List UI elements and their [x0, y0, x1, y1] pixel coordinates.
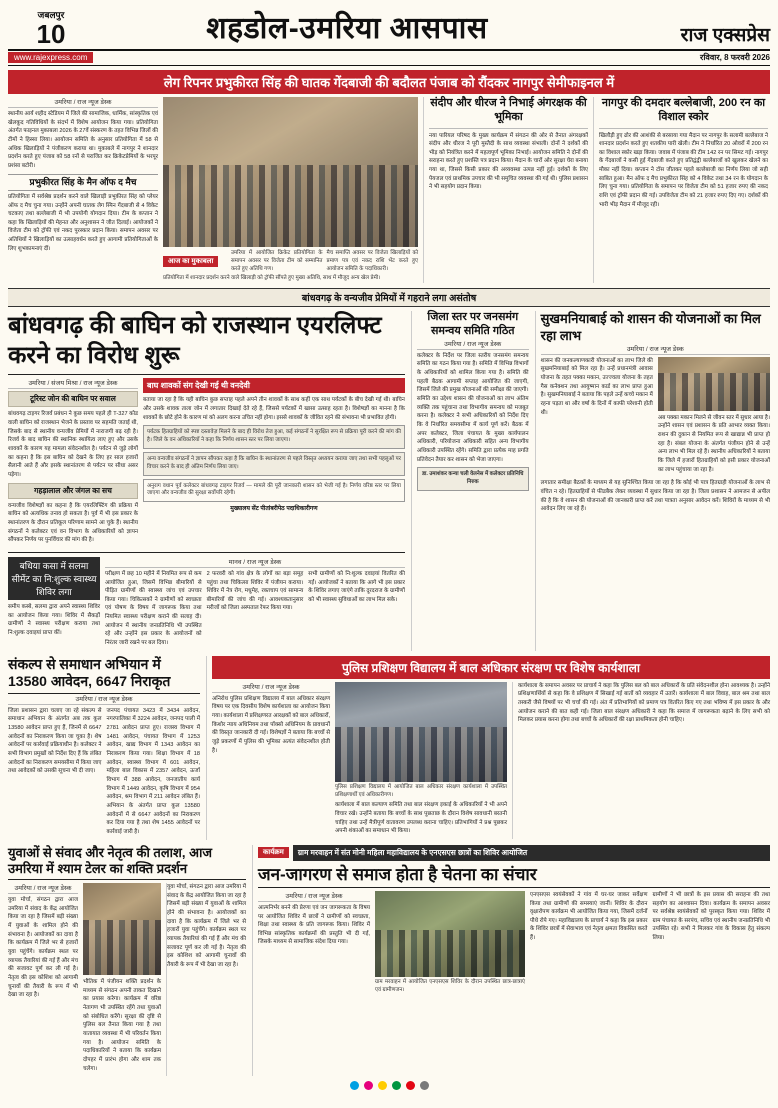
top-story-text-1: स्थानीय आर्य शहीद स्टेडियम में जिले की सामाजिक, धार्मिक, सांस्कृतिक एवं खेलकूद गतिविधियों के संदर्भ में विशेष आयोजन किया गया। प्रतियोगिता अंतर्गत फाइनल मुकाबला 2026 के 27वें संस्करण के तहत विभिन्न जिलों की टीमों ने हिस्सा लिया। आयोजन समिति के अनुसार प्रतियोगिता में 58 से अधिक खिलाड़ियों ने पंजीकरण कराया था। मुकाबले में नागपुर ने शानदार प्रदर्शन करते हुए पंजाब को 58 रनों से पराजित कर क्रिकेटप्रेमियों के भरपूर प्रशंसा बटोरी। — [8, 111, 158, 169]
workshop-text-b: कार्यशाला में बाल कल्याण समिति तथा बाल संरक्षण इकाई के अधिकारियों ने भी अपने विचार रखे। उन्होंने बताया कि बच्चों के साथ पूछताछ के दौरान विशेष सावधानी बरतनी चाहिए तथा उन्हें मैत्रीपूर्ण वातावरण उपलब्ध कराना चाहिए। प्रतिभागियों ने प्रश्न पूछकर अपनी शंकाओं का समाधान भी किया। — [335, 802, 507, 835]
sankalp-text: जिला प्रशासन द्वारा चलाए जा रहे संकल्प से समाधान अभियान के अंतर्गत अब तक कुल 13580 आवेदन प्राप्त हुए हैं, जिनमें से 6647 आवेदनों का निराकरण किया जा चुका है। शेष आवेदनों पर कार्रवाई प्रक्रियाधीन है। कलेक्टर ने सभी विभाग प्रमुखों को निर्देश दिए हैं कि लंबित आवेदनों का निराकरण समयसीमा में किया जाए तथा आवेदकों को उसकी सूचना भी दी जाए। — [8, 707, 102, 775]
workshop-text-right: कार्यशाला के समापन अवसर पर प्राचार्य ने कहा कि पुलिस बल को बाल अधिकारों के प्रति संवेदनशील होना आवश्यक है। उन्होंने प्रशिक्षणार्थियों से कहा कि वे प्रशिक्षण में सिखाई गई बातों को व्यवहार में उतारें। कार्यशाला में बाल विवाह, बाल श्रम तथा बाल तस्करी जैसे विषयों पर भी चर्चा की गई। अंत में प्रतिभागियों को प्रमाण पत्र वितरित किए गए तथा भविष्य में इस प्रकार के और आयोजन कराने की बात कही गई। जिला बाल संरक्षण अधिकारी ने कहा कि समाज में जागरूकता बढ़ाने के लिए सभी को मिलकर प्रयास करना होगा तथा बच्चों के अधिकारों की रक्षा प्राथमिकता होनी चाहिए। — [518, 682, 770, 724]
health-camp-col-1: परीक्षण में छह 10 महीने में नियमित रूप से कम आयोजित हुआ, जिसमें विभिन्न बीमारियों से पीड़ित ग्रामीणों की स्वास्थ्य जांच एवं उपचार किया गया। चिकित्सकों ने ग्रामीणों को स्वच्छता एवं पोषण के विषय में जागरूक किया तथा नियमित स्वास्थ्य परीक्षण कराने की सलाह दी। आयोजन में स्थानीय जनप्रतिनिधि भी उपस्थित रहे और उन्होंने इस प्रकार के आयोजनों को निरंतर जारी रखने पर बल दिया। — [105, 570, 202, 647]
youth-photo — [83, 883, 161, 975]
dot-6 — [420, 1081, 429, 1090]
workshop-head: पुलिस प्रशिक्षण विद्यालय में बाल अधिकार संरक्षण पर विशेष कार्यशाला — [212, 656, 770, 679]
tigress-story — [8, 311, 405, 650]
masthead-brand — [600, 21, 770, 47]
dot-2 — [364, 1081, 373, 1090]
masthead-edition — [8, 11, 94, 47]
workshop-photo — [335, 682, 507, 782]
scheme-story — [535, 311, 770, 650]
top-story-headline: लेग रिपनर प्रभुकीरत सिंह की घातक गेंदबाजी की बदौलत पंजाब को रौंदकर नागपुर सेमीफाइनल में — [8, 70, 770, 94]
brand-black: एक्सप्रेस — [707, 25, 770, 46]
top-story-caption-a: उमरिया में आयोजित क्रिकेट प्रतियोगिता के समापन अवसर पर विजेता टीम को सम्मानित करते हुए अतिथि गण। — [231, 250, 323, 272]
health-camp-text: समीप कस्बे, सलमा द्वारा अपने स्वास्थ्य शिविर का आयोजन किया गया। शिविर में सैकड़ों ग्रामीणों ने स्वास्थ्य परीक्षण कराया तथा नि:शुल्क दवाइयां प्राप्त कीं। — [8, 603, 100, 636]
top-story-col3-text: नया पारियल परिषद के मुख्य कार्यक्रम में संगठन की ओर से तैनात अंगरक्षकों संदीप और धीरज ने पूरी मुस्तैदी के साथ व्यवस्था संभाली। दोनों ने दर्शकों की भीड़ को नियंत्रित करने में महत्वपूर्ण भूमिका निभाई। आयोजन समिति ने दोनों की सराहना करते हुए प्रशस्ति पत्र प्रदान किया। मैदान के चारों ओर सुरक्षा घेरा बनाया गया था, जिससे किसी प्रकार की अव्यवस्था उत्पन्न नहीं हुई। दर्शकों के लिए पेयजल एवं प्राथमिक उपचार की भी समुचित व्यवस्था की गई थी। पुलिस प्रशासन ने भी सहयोग प्रदान किया। — [429, 132, 588, 191]
website-url[interactable]: www.rajexpress.com — [8, 52, 93, 63]
committee-head: जिला स्तर पर जनसमंग समन्वय समिति गठित — [427, 311, 519, 338]
committee-byline: उमरिया / राज न्यूज डेस्क — [417, 339, 529, 350]
scheme-text-b: अब पक्का मकान मिलने से जीवन स्तर में सुधार आया है। उन्होंने शासन एवं प्रशासन के प्रति आभार व्यक्त किया। राशन की दुकान से नियमित रूप से खाद्यान्न भी प्राप्त हो रहा है। संबल योजना के अंतर्गत पंजीयन होने से उन्हें अन्य लाभ भी मिल रहे हैं। स्थानीय अधिकारियों ने बताया कि जिले में हजारों हितग्राहियों को इसी प्रकार योजनाओं का लाभ पहुंचाया जा रहा है। — [657, 414, 770, 473]
scheme-text-c: लगातार समीक्षा बैठकों के माध्यम से यह सुनिश्चित किया जा रहा है कि कोई भी पात्र हितग्राही योजनाओं के लाभ से वंचित न रहे। हितग्राहियों से फीडबैक लेकर व्यवस्था में सुधार किया जा रहा है। जिला प्रशासन ने आमजन से अपील की है कि वे शासन की योजनाओं की जानकारी प्राप्त करें तथा पात्रता अनुसार आवेदन करें। शिविरों के माध्यम से भी आवेदन लिए जा रहे हैं। — [540, 480, 770, 513]
tigress-byline: उमरिया / संजय मिश्रा / राज न्यूज डेस्क — [8, 378, 138, 389]
youth-byline: उमरिया / राज न्यूज डेस्क — [8, 883, 78, 894]
tigress-text-2: वन्यजीव विशेषज्ञों का कहना है कि एयरलिफ्टिंग की प्रक्रिया में बाघिन को अत्यधिक तनाव हो सकता है। पूर्व में भी इस प्रकार के स्थानांतरण के दौरान प्रतिकूल परिणाम सामने आ चुके हैं। स्थानीय संगठनों ने कलेक्टर एवं वन विभाग के अधिकारियों को ज्ञापन सौंपकर निर्णय पर पुनर्विचार की मांग की है। — [8, 502, 138, 544]
health-camp-col-2: 2 फरवरी को गांव क्षेत्र के लोगों का बड़ा समूह पहुंचा तथा चिकित्सा शिविर में पंजीयन कराया। शिविर में नेत्र रोग, मधुमेह, रक्तचाप एवं सामान्य बीमारियों की जांच की गई। आवश्यकतानुसार मरीजों को जिला अस्पताल रेफर किया गया। — [206, 570, 304, 612]
top-story-text-2: प्रतियोगिता में सर्वश्रेष्ठ प्रदर्शन करने वाले खिलाड़ी प्रभुकीरत सिंह को प्लेयर ऑफ द मैच चुना गया। उन्होंने अपनी घातक लेग स्पिन गेंदबाजी से 4 विकेट चटकाए तथा बल्लेबाजी में भी उपयोगी योगदान दिया। टीम के कप्तान ने कहा कि खिलाड़ियों की मेहनत और अनुशासन ने जीत दिलाई। आयोजकों ने विजेता टीम को ट्रॉफी एवं नकद पुरस्कार प्रदान किया। समापन अवसर पर अतिथियों ने खिलाड़ियों का उत्साहवर्धन करते हुए आगामी प्रतियोगिताओं के लिए शुभकामनाएं दीं। — [8, 193, 158, 252]
sankalp-head: संकल्प से समाधान अभियान में 13580 आवेदन, 6647 निराकृत — [8, 656, 200, 694]
sankalp-numbers: जनपद पंचायत 3423 में 3434 आवेदन, नगरपालिका में 3224 आवेदन, जनपद पाली में 2781 आवेदन प्राप्त हुए। राजस्व विभाग में 1481 आवेदन, पंचायत विभाग में 1253 आवेदन, खाद्य विभाग में 1343 आवेदन का निराकरण किया गया। शिक्षा विभाग में 18 आवेदन, स्वास्थ्य विभाग में 601 आवेदन, महिला बाल विकास में 2357 आवेदन, ऊर्जा विभाग में 388 आवेदन, जनजातीय कार्य विभाग में 1449 आवेदन, कृषि विभाग में 954 आवेदन, श्रम विभाग में 211 आवेदन लंबित हैं। अभियान के अंतर्गत प्राप्त कुल 13580 आवेदनों में से 6647 आवेदनों का निराकरण कर दिया गया है तथा शेष 1455 आवेदनों पर कार्रवाई जारी है। — [106, 707, 200, 835]
committee-story — [411, 311, 529, 650]
color-registration-dots — [8, 1076, 770, 1090]
tigress-sub-head-1: टूरिस्ट जोन की बाघिन पर सवाल — [8, 391, 138, 407]
tigress-headline: बांधवगढ़ की बाघिन को राजस्थान एयरलिफ्ट करने का विरोध शुरू — [8, 311, 405, 375]
top-story-col3-head: संदीप और धीरज ने निभाई अंगरक्षक की भूमिका — [430, 97, 587, 123]
tigress-note-3: अनुराग वधान पूर्व कलेक्टर बांधवगढ़ टाइगर रिजर्व — मामले की पूरी जानकारी शासन को भेजी गई है। निर्णय वरिष्ठ स्तर पर लिया जाएगा और वन्यजीव की सुरक्षा सर्वोपरि रहेगी। — [147, 482, 401, 497]
top-story-photo-main — [163, 97, 418, 247]
top-story-col4-head: नागपुर की दमदार बल्लेबाजी, 200 रन का विशाल स्कोर — [601, 97, 766, 123]
page-number: 10 — [36, 19, 66, 49]
top-story-col4-text: खिलौड़ी हुए ढोर की आशंकी से बरसाया गया मैदान पर नागपुर के सलामी बल्लेबाज ने शानदार प्रदर्शन करते हुए शतकीय पारी खेली। टीम ने निर्धारित 20 ओवरों में 200 रन का विशाल स्कोर खड़ा किया। जवाब में पंजाब की टीम 142 रन पर सिमट गई। नागपुर के गेंदबाजों ने कसी हुई गेंदबाजी करते हुए प्रतिद्वंद्वी बल्लेबाजों को खुलकर खेलने का मौका नहीं दिया। कप्तान ने टॉस जीतकर पहले बल्लेबाजी का निर्णय लिया जो सही साबित हुआ। मैन ऑफ द मैच प्रभुकीरत सिंह को 4 विकेट तथा 34 रन के योगदान के लिए चुना गया। प्रतियोगिता के समापन पर विजेता टीम को 51 हजार रुपए की नकद राशि एवं ट्रॉफी प्रदान की गई। उपविजेता टीम को 21 हजार रुपए दिए गए। दर्शकों की भारी भीड़ मैदान में मौजूद रही। — [599, 132, 768, 208]
tigress-sub-head-2: गहड़ालाल और जंगल का सच — [8, 483, 138, 499]
section-band: बांधवगढ़ के वन्यजीव प्रेमियों में गहराने लगा असंतोष — [8, 288, 770, 307]
tigress-note-2: अन्य वन्यजीव संगठनों ने ज्ञापन सौंपकर कहा है कि बाघिन के स्थानांतरण से पहले विस्तृत अध्ययन कराया जाए तथा सभी पहलुओं पर विचार करने के बाद ही अंतिम निर्णय लिया जाए। — [147, 455, 401, 470]
brand-red: राज — [680, 25, 708, 46]
top-story-caption-b: मैच समाप्ति अवसर पर विजेता खिलाड़ियों को प्रमाण पत्र एवं नकद राशि भेंट करते हुए आयोजन समिति के पदाधिकारी। — [326, 250, 418, 272]
scheme-head: सुखमनियाबाई को शासन की योजनाओं का मिल रहा लाभ — [540, 311, 761, 343]
scheme-text-a: शासन की जनकल्याणकारी योजनाओं का लाभ जिले की सुखमनियाबाई को मिल रहा है। उन्हें प्रधानमंत्री आवास योजना के तहत पक्का मकान, उज्ज्वला योजना के तहत गैस कनेक्शन तथा आयुष्मान कार्ड का लाभ प्राप्त हुआ है। सुखमनियाबाई ने बताया कि पहले उन्हें कच्चे मकान में रहना पड़ता था और वर्षा के दिनों में काफी परेशानी होती थी। — [540, 357, 653, 416]
nss-caption: ग्राम मरवाहन में आयोजित एनएसएस शिविर के दौरान उपस्थित छात्र-छात्राएं एवं ग्रामीणजन। — [375, 978, 525, 993]
health-camp-byline: मानव / राज न्यूज डेस्क — [105, 557, 405, 568]
masthead-title-wrap — [94, 6, 600, 47]
top-story-caption-c: प्रतियोगिता में शानदार प्रदर्शन करने वाले खिलाड़ी को ट्रॉफी सौंपते हुए मुख्य अतिथि, साथ में मौजूद अन्य खेल प्रेमी। — [163, 275, 381, 282]
section-three — [8, 656, 770, 840]
workshop-byline: उमरिया / राज न्यूज डेस्क — [212, 682, 330, 693]
tigress-note-1: पर्यटक हितग्राहियों को स्पष्ट दस्तावेज़ मिलने के बाद ही विरोध तेज हुआ, कई संगठनों ने सुरक्षित रूप से प्रक्रिया पूरी करने की मांग की है। जिले के वन अधिकारियों ने कहा कि निर्णय शासन स्तर पर लिया जाएगा। — [147, 429, 401, 444]
program-tag: कार्यक्रम — [258, 847, 289, 858]
nss-head: जन-जागरण से समाज होता है चेतना का संचार — [258, 864, 770, 888]
dot-5 — [406, 1081, 415, 1090]
mid-section — [8, 311, 770, 650]
youth-text-3: युवा मोर्चा, संगठन द्वारा आज उमरिया में संवाद के केंद्र आयोजित किया जा रहा है जिसमें बड़ी संख्या में युवाओं के शामिल होने की संभावना है। आयोजकों का दावा है कि कार्यक्रम में जिले भर से हजारों युवा पहुंचेंगे। कार्यक्रम स्थल पर व्यापक तैयारियां की गई हैं और मंच की सजावट पूर्ण कर ली गई है। नेतृत्व की इस कोशिश को आगामी चुनावों की तैयारी के रूप में भी देखा जा रहा है। — [167, 884, 246, 968]
edition-city: जबलपुर — [37, 10, 65, 20]
scheme-photo — [658, 357, 770, 411]
today-match-label: आज का मुकाबला — [163, 256, 218, 267]
dot-4 — [392, 1081, 401, 1090]
workshop-caption: पुलिस प्रशिक्षण विद्यालय में आयोजित बाल अधिकार संरक्षण कार्यशाला में उपस्थित प्रशिक्षणार्थी एवं अधिकारीगण। — [335, 783, 507, 798]
tigress-red-sub-text: बताया जा रहा है कि यही बाघिन कुछ सप्ताह पहले अपने तीन शावकों के साथ कहीं एक साथ पर्यटकों के बीच देखी गई थी। बाघिन और उसके शावक ताला जोन में लगातार दिखाई देते रहे हैं, जिससे पर्यटकों में खासा उत्साह रहता है। विशेषज्ञों का मानना है कि शावकों के छोटे होने के कारण मां को अलग करना उचित नहीं होगा। इससे शावकों के जीवित रहने की संभावना भी प्रभावित होगी। — [143, 397, 405, 421]
workshop-text-a: अनिरोध पुलिस प्रशिक्षण विद्यालय में बाल अधिकार संरक्षण विषय पर एक दिवसीय विशेष कार्यशाला का आयोजन किया गया। कार्यशाला में प्रशिक्षणरत आरक्षकों को बाल अधिकारों, किशोर न्याय अधिनियम तथा पॉक्सो अधिनियम के प्रावधानों की विस्तृत जानकारी दी गई। विशेषज्ञों ने बताया कि बच्चों से जुड़े प्रकरणों में पुलिस की भूमिका अत्यंत संवेदनशील होती है। — [212, 695, 330, 754]
health-camp-col-3: सभी ग्रामीणों को नि:शुल्क दवाइयां वितरित की गईं। आयोजकों ने बताया कि आगे भी इस प्रकार के शिविर लगाए जाएंगे ताकि दूरदराज के ग्रामीणों को भी स्वास्थ्य सुविधाओं का लाभ मिल सके। — [308, 570, 405, 603]
committee-badge: डा. उमाशंकर कन्या चली वेलनेस में कलेक्टर प्रतिनिधि निरुक — [422, 471, 524, 486]
scheme-byline: उमरिया / राज न्यूज डेस्क — [541, 344, 770, 355]
dot-3 — [378, 1081, 387, 1090]
tigress-note-4: मुख्यालय सेंट पीतांबरीपेठ पदाधिकारीगण — [230, 506, 318, 513]
nss-photo — [375, 891, 525, 977]
top-story-byline: उमरिया / राज न्यूज डेस्क — [8, 97, 158, 108]
website-bar — [8, 51, 770, 66]
youth-head: युवाओं से संवाद और नेतृत्व की तलाश, आज उमरिया में श्याम टेलर का शक्ति प्रदर्शन — [8, 845, 246, 881]
youth-text-1: युवा मोर्चा, संगठन द्वारा आज उमरिया में संवाद के केंद्र आयोजित किया जा रहा है जिसमें बड़ी संख्या में युवाओं के शामिल होने की संभावना है। आयोजकों का दावा है कि कार्यक्रम में जिले भर से हजारों युवा पहुंचेंगे। कार्यक्रम स्थल पर व्यापक तैयारियां की गई हैं और मंच की सजावट पूर्ण कर ली गई है। नेतृत्व की इस कोशिश को आगामी चुनावों की तैयारी के रूप में भी देखा जा रहा है। — [8, 897, 78, 999]
nss-text-b: एनएसएस स्वयंसेवकों ने गांव में घर-घर जाकर सर्वेक्षण किया तथा ग्रामीणों की समस्याएं जानीं। शिविर के दौरान वृक्षारोपण कार्यक्रम भी आयोजित किया गया, जिसमें दर्जनों पौधे रोपे गए। महाविद्यालय के प्राचार्य ने कहा कि इस प्रकार के शिविर छात्रों में सेवाभाव एवं नेतृत्व क्षमता विकसित करते हैं। — [530, 891, 648, 942]
top-story-sub-head: प्रभुकीरत सिंह के मैन ऑफ द मैच — [8, 174, 158, 191]
nss-byline: उमरिया / राज न्यूज डेस्क — [258, 891, 370, 902]
tigress-red-sub: बाघ शावकों संग देखी गई थी वनदेवी — [143, 378, 405, 393]
nss-text-a: आत्मनिर्भर बनने की प्रेरणा एवं जन जागरूकता के विषय पर आयोजित शिविर में छात्रों ने ग्रामीणों को स्वच्छता, शिक्षा तथा स्वास्थ्य के प्रति जागरूक किया। शिविर में विभिन्न सांस्कृतिक कार्यक्रमों की प्रस्तुति भी दी गई, जिसके माध्यम से सामाजिक संदेश दिया गया। — [258, 904, 370, 946]
masthead — [8, 6, 770, 51]
committee-text: कलेक्टर के निर्देश पर जिला स्तरीय जनसमंग समन्वय समिति का गठन किया गया है। समिति में विभिन्न विभागों के अधिकारियों को शामिल किया गया है। समिति की पहली बैठक आगामी सप्ताह आयोजित की जाएगी, जिसमें जिले की प्रमुख योजनाओं की समीक्षा की जाएगी। समिति का उद्देश्य शासन की योजनाओं का लाभ अंतिम व्यक्ति तक पहुंचाना तथा विभागीय समन्वय को मजबूत करना है। कलेक्टर ने सभी अधिकारियों को निर्देश दिए कि वे निर्धारित समयसीमा में कार्य पूर्ण करें। बैठक में अपर कलेक्टर, जिला पंचायत के मुख्य कार्यपालन अधिकारी, परियोजना अधिकारी सहित अन्य विभागीय अधिकारी उपस्थित रहेंगे। समिति द्वारा प्रत्येक माह प्रगति प्रतिवेदन तैयार कर शासन को भेजा जाएगा। — [416, 352, 529, 463]
nss-text-c: ग्रामीणों ने भी छात्रों के इस प्रयास की सराहना की तथा सहयोग का आश्वासन दिया। कार्यक्रम के समापन अवसर पर सर्वश्रेष्ठ स्वयंसेवकों को पुरस्कृत किया गया। शिविर में ग्राम पंचायत के सरपंच, सचिव एवं स्थानीय जनप्रतिनिधि भी उपस्थित रहे। सभी ने मिलकर गांव के विकास हेतु संकल्प लिया। — [652, 891, 770, 942]
page-title: शहडोल-उमरिया आसपास — [206, 12, 488, 45]
top-story-col-1 — [8, 97, 158, 283]
top-story-col-2 — [163, 97, 418, 283]
top-story-col-3 — [423, 97, 588, 283]
nss-camp-story — [252, 845, 770, 1077]
youth-story — [8, 845, 246, 1077]
tigress-text-1: बांधवगढ़ टाइगर रिजर्व प्रबंधन ने कुछ समय पहले ही T-327 कोड वाली बाघिन को राजस्थान भेजने के प्रस्ताव पर सहमति जताई थी, जिसके बाद से स्थानीय वन्यजीव प्रेमियों में नाराजगी बढ़ रही है। रिजर्व के बाद बाघिन की स्थानिक स्थायित्व लाए हुए और उसके शावकों के कारण यह मामला संवेदनशील है। पर्यटन से जुड़े लोगों का कहना है कि इस बाघिन को देखने के लिए हर साल हजारों सैलानी आते हैं और इसके स्थानांतरण से पर्यटन पर सीधा असर पड़ेगा। — [8, 411, 138, 478]
sankalp-byline: उमरिया / राज न्यूज डेस्क — [8, 694, 200, 705]
program-bar: ग्राम मरवाहन में संत मोनी महिला महाविद्यालय के एनएसएस छात्रों का शिविर आयोजित — [293, 845, 770, 861]
section-four — [8, 845, 770, 1077]
dot-1 — [350, 1081, 359, 1090]
top-story-col-4 — [593, 97, 768, 283]
police-workshop-story — [206, 656, 770, 840]
health-camp-head: बधिया कसा में सलमा सीमेंट का नि:शुल्क स्वास्थ्य शिविर लगा — [8, 557, 100, 600]
top-story — [8, 70, 770, 283]
sankalp-story — [8, 656, 200, 840]
publication-date: रविवार, 8 फरवरी 2026 — [700, 53, 770, 62]
youth-text-2: भौतिक में पंजीयन शक्ति प्रदर्शन के माध्यम से संगठन अपनी ताकत दिखाने का प्रयास करेगा। कार्यक्रम में वरिष्ठ नेतागण भी उपस्थित रहेंगे तथा युवाओं को संबोधित करेंगे। सुरक्षा की दृष्टि से पुलिस बल तैनात किया गया है तथा यातायात व्यवस्था में भी परिवर्तन किया गया है। आयोजन समिति के पदाधिकारियों ने बताया कि कार्यक्रम दोपहर में प्रारंभ होगा और शाम तक चलेगा। — [83, 979, 161, 1072]
